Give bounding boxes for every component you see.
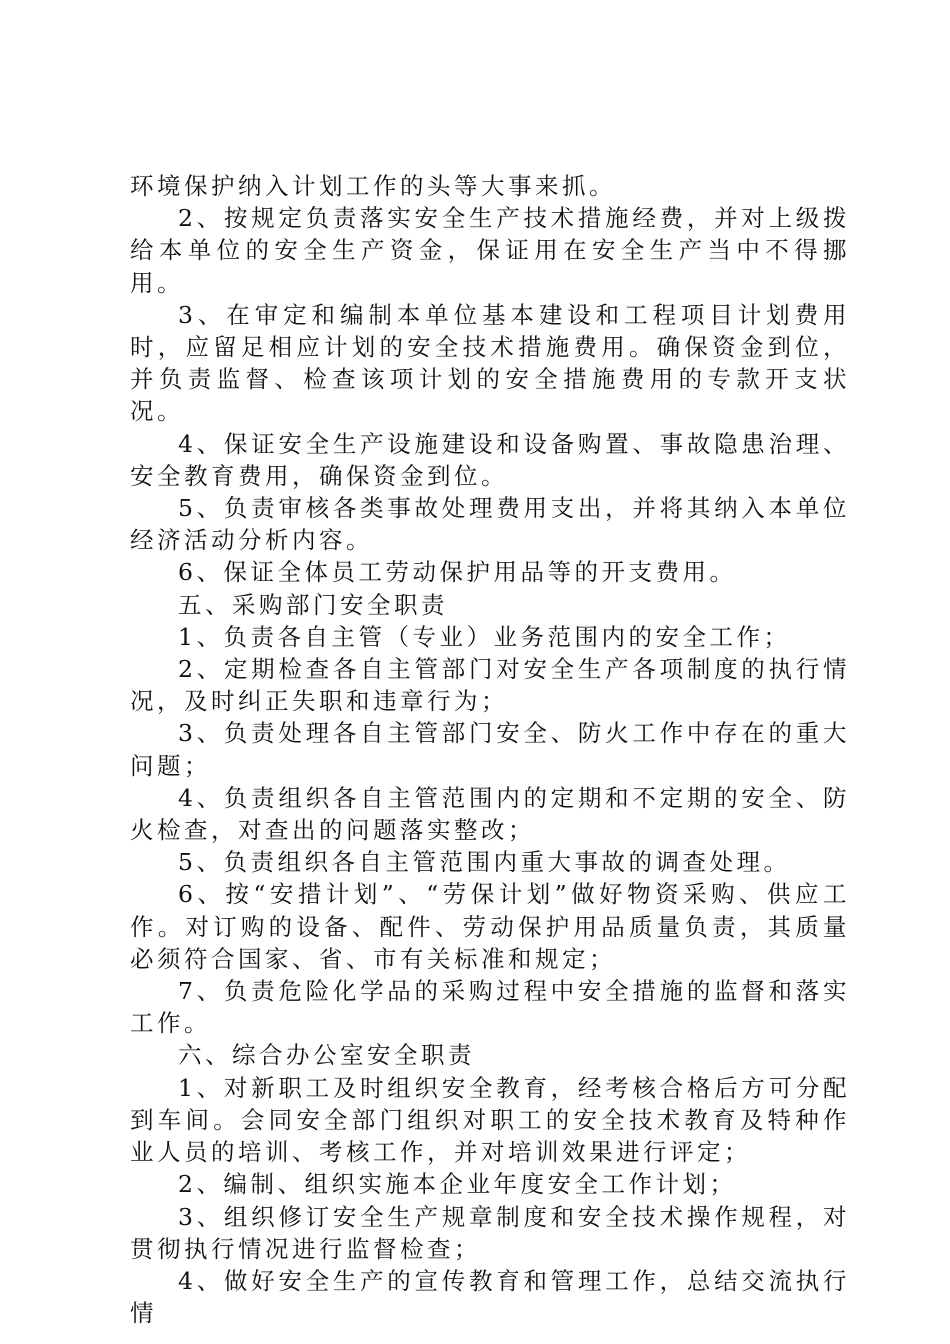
paragraph-item: 2、编制、组织实施本企业年度安全工作计划； [178,1170,737,1199]
paragraph-item: 2、定期检查各自主管部门对安全生产各项制度的执行情况，及时纠正失职和违章行为； [130,655,850,716]
paragraph-item: 2、按规定负责落实安全生产技术措施经费，并对上级拨给本单位的安全生产资金，保证用在安全生产当中不得挪用。 [130,204,850,297]
paragraph-item: 1、对新职工及时组织安全教育，经考核合格后方可分配到车间。会同安全部门组织对职工的安全技术教育及特种作业人员的培训、考核工作，并对培训效果进行评定； [130,1073,850,1167]
paragraph-item: 3、在审定和编制本单位基本建设和工程项目计划费用时，应留足相应计划的安全技术措施费用。确保资金到位，并负责监督、检查该项计划的安全措施费用的专款开支状况。 [130,300,850,426]
paragraph-item: 3、负责处理各自主管部门安全、防火工作中存在的重大问题； [130,719,850,780]
paragraph-continuation: 环境保护纳入计划工作的头等大事来抓。 [130,172,616,200]
paragraph-item: 4、保证安全生产设施建设和设备购置、事故隐患治理、安全教育费用，确保资金到位。 [130,429,850,490]
paragraph-item: 1、负责各自主管（专业）业务范围内的安全工作； [178,622,791,651]
paragraph-item: 5、负责审核各类事故处理费用支出，并将其纳入本单位经济活动分析内容。 [130,494,850,555]
paragraph-item: 6、保证全体员工劳动保护用品等的开支费用。 [178,558,737,587]
document-page [130,170,850,1329]
paragraph-item: 4、做好安全生产的宣传教育和管理工作，总结交流执行情 [130,1266,850,1328]
paragraph-item: 4、负责组织各自主管范围内的定期和不定期的安全、防火检查，对查出的问题落实整改； [130,783,850,845]
paragraph-item: 5、负责组织各自主管范围内重大事故的调查处理。 [178,848,791,877]
paragraph-item: 3、组织修订安全生产规章制度和安全技术操作规程，对贯彻执行情况进行监督检查； [130,1202,850,1263]
section-heading: 六、综合办公室安全职责 [178,1041,475,1070]
paragraph-item: 7、负责危险化学品的采购过程中安全措施的监督和落实工作。 [130,977,850,1038]
section-heading: 五、采购部门安全职责 [178,590,448,619]
paragraph-item: 6、按“安措计划”、“劳保计划”做好物资采购、供应工作。对订购的设备、配件、劳动保护用品质量负责，其质量必须符合国家、省、市有关标准和规定； [130,880,850,973]
